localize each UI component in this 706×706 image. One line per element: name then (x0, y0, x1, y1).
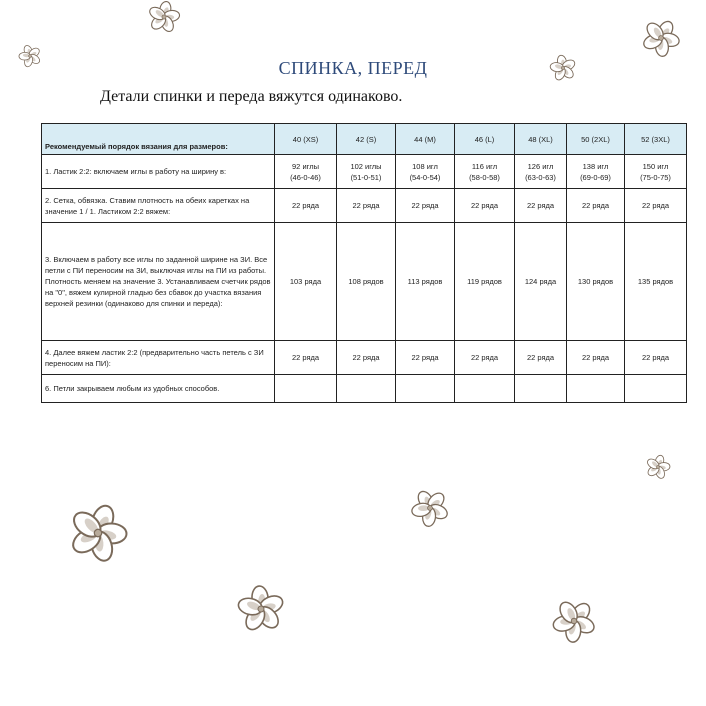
size-header: 42 (S) (337, 124, 396, 155)
size-value-cell (515, 341, 567, 375)
size-value-cell (455, 341, 515, 375)
value-line: 138 игл (582, 161, 609, 171)
value-line: (51-0-51) (350, 172, 382, 182)
size-value-cell (515, 189, 567, 223)
value-line: 22 ряда (291, 201, 320, 210)
size-value-cell (396, 223, 455, 341)
table-header-row (42, 124, 687, 155)
value-line: (46-0-46) (290, 172, 321, 182)
table-row (42, 223, 687, 341)
size-value-cell (337, 375, 396, 403)
size-value-cell (275, 341, 337, 375)
flower-icon (641, 18, 681, 58)
flower-icon (234, 584, 288, 634)
value-line: 22 ряда (411, 201, 439, 210)
flower-icon (18, 44, 42, 68)
size-value-cell (515, 375, 567, 403)
size-value-cell (455, 155, 515, 189)
value-line: (54-0-54) (409, 172, 441, 182)
flower-icon (66, 502, 130, 564)
size-value-cell (625, 223, 687, 341)
size-value-cell (275, 189, 337, 223)
size-value-cell (567, 155, 625, 189)
flower-icon (410, 488, 450, 528)
value-line: 124 ряда (524, 277, 557, 286)
size-value-cell (396, 341, 455, 375)
value-line: (58-0-58) (469, 172, 500, 182)
value-line: 22 ряда (470, 201, 499, 210)
value-line: 22 ряда (641, 353, 670, 362)
step-description: 6. Петли закрываем любым из удобных способов. (42, 375, 275, 403)
size-value-cell (396, 375, 455, 403)
value-line: 108 рядов (348, 277, 384, 286)
value-line: 22 ряда (411, 353, 439, 362)
size-value-cell (567, 223, 625, 341)
table-row (42, 375, 687, 403)
table-row (42, 155, 687, 189)
size-value-cell (396, 189, 455, 223)
value-line: 119 рядов (467, 277, 502, 286)
page-title: СПИНКА, ПЕРЕД (278, 58, 428, 78)
flower-icon (643, 454, 673, 480)
value-line: (63-0-63) (525, 172, 556, 182)
size-value-cell (455, 223, 515, 341)
flower-icon (143, 0, 185, 34)
size-value-cell (337, 223, 396, 341)
size-value-cell (515, 223, 567, 341)
value-line: 150 игл (642, 161, 669, 171)
value-line: 135 рядов (637, 277, 674, 286)
size-value-cell (455, 375, 515, 403)
size-value-cell (567, 341, 625, 375)
value-line: 22 ряда (352, 201, 380, 210)
size-value-cell (515, 155, 567, 189)
page-subtitle: Детали спинки и переда вяжутся одинаково. (100, 88, 403, 105)
size-header: 40 (XS) (275, 124, 337, 155)
value-line: 116 игл (471, 161, 498, 171)
flower-icon (550, 598, 598, 644)
size-value-cell (625, 341, 687, 375)
value-line: 22 ряда (581, 201, 610, 210)
size-value-cell (625, 189, 687, 223)
size-value-cell (275, 375, 337, 403)
size-value-cell (337, 341, 396, 375)
size-header: 46 (L) (455, 124, 515, 155)
value-line: (69-0-69) (580, 172, 611, 182)
size-value-cell (455, 189, 515, 223)
flower-icon (548, 54, 578, 82)
size-value-cell (396, 155, 455, 189)
value-line: 103 ряда (289, 277, 322, 286)
size-header: 48 (XL) (515, 124, 567, 155)
value-line: 108 игл (412, 161, 438, 171)
step-description: 2. Сетка, обвязка. Ставим плотность на обеих каретках на значение 1 / 1. Ластиком 2:2 вяжем: (42, 189, 275, 223)
value-line: 130 рядов (577, 277, 614, 286)
value-line: 22 ряда (526, 353, 555, 362)
size-value-cell (275, 223, 337, 341)
size-value-cell (275, 155, 337, 189)
table-row (42, 341, 687, 375)
value-line: 22 ряда (470, 353, 499, 362)
value-line: 126 игл (527, 161, 554, 171)
value-line: 22 ряда (352, 353, 380, 362)
table-row (42, 189, 687, 223)
step-description: 3. Включаем в работу все иглы по заданной ширине на ЗИ. Все петли с ПИ переносим на ЗИ, выключая иглы на ПИ из работы. Плотность меняем на значение 3. Устанавливаем счетчик рядов на "0", вяжем кулирной гладью без сбавок до участка вязания верхней резинки (одинаково для спинки и переда): (42, 223, 275, 341)
size-value-cell (625, 375, 687, 403)
step-description: 4. Далее вяжем ластик 2:2 (предварительно часть петель с ЗИ переносим на ПИ): (42, 341, 275, 375)
size-value-cell (567, 375, 625, 403)
size-value-cell (625, 155, 687, 189)
size-value-cell (337, 155, 396, 189)
header-label: Рекомендуемый порядок вязания для размеров: (42, 124, 275, 155)
size-header: 50 (2XL) (567, 124, 625, 155)
value-line: 22 ряда (641, 201, 670, 210)
step-description: 1. Ластик 2:2: включаем иглы в работу на ширину в: (42, 155, 275, 189)
knitting-table (41, 123, 687, 403)
value-line: 22 ряда (291, 353, 320, 362)
size-value-cell (337, 189, 396, 223)
value-line: 113 рядов (407, 277, 443, 286)
value-line: 22 ряда (526, 201, 555, 210)
value-line: (75-0-75) (640, 172, 671, 182)
size-value-cell (567, 189, 625, 223)
size-header: 52 (3XL) (625, 124, 687, 155)
value-line: 102 иглы (350, 161, 382, 171)
value-line: 22 ряда (581, 353, 610, 362)
value-line: 92 иглы (292, 161, 319, 171)
size-header: 44 (M) (396, 124, 455, 155)
